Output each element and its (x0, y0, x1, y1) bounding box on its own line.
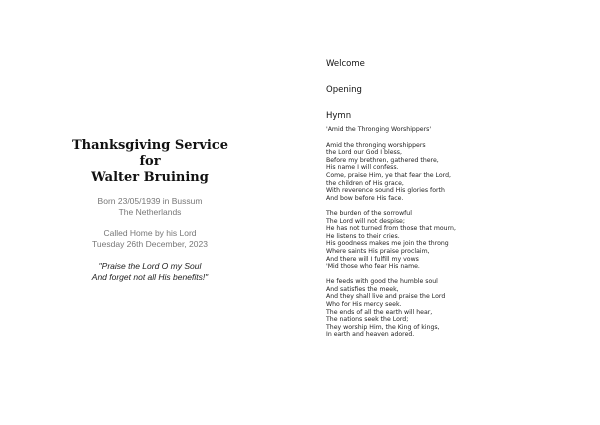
hymn-line: the Lord our God I bless, (326, 149, 402, 157)
hymn-line: The ends of all the earth will hear, (326, 308, 433, 316)
hymn-line: The burden of the sorrowful (326, 209, 412, 217)
birth-line: Born 23/05/1939 in Bussum (97, 196, 203, 206)
hymn-line: And satisfies the meek, (326, 285, 399, 293)
called-home-line: Tuesday 26th December, 2023 (92, 239, 208, 249)
hymn-line: The Lord will not despise; (326, 217, 405, 225)
hymn-line: With reverence sound His glories forth (326, 187, 445, 195)
hymn-line: And there will I fulfill my vows (326, 255, 419, 263)
hymn-line: In earth and heaven adored. (326, 331, 415, 339)
hymn-line: His goodness makes me join the throng (326, 240, 449, 248)
opening-heading: Opening (326, 85, 362, 95)
hymn-line: He feeds with good the humble soul (326, 278, 438, 286)
hymn-body (326, 126, 586, 347)
title-line: for (139, 154, 161, 169)
hymn-line: His name I will confess. (326, 164, 399, 172)
hymn-stanza (326, 142, 586, 203)
hymn-line: 'Mid those who fear His name. (326, 263, 420, 271)
hymn-line: And bow before His face. (326, 194, 404, 202)
hymn-line: Where saints His praise proclaim, (326, 247, 430, 255)
hymn-line: the children of His grace, (326, 179, 404, 187)
welcome-heading: Welcome (326, 59, 365, 69)
birth-line: The Netherlands (118, 207, 182, 217)
called-home-line: Called Home by his Lord (103, 228, 197, 238)
hymn-line: He listens to their cries. (326, 232, 400, 240)
hymn-subtitle: 'Amid the Thronging Worshippers' (326, 126, 432, 133)
hymn-stanzas (326, 142, 586, 339)
hymn-line: And they shall live and praise the Lord (326, 293, 446, 301)
called-home-details (40, 228, 260, 250)
quote-line: And forget not all His benefits!" (91, 272, 209, 282)
right-page (300, 0, 600, 425)
birth-details (40, 196, 260, 218)
cover-block (40, 138, 260, 283)
hymn-stanza (326, 278, 586, 339)
hymn-line: Before my brethren, gathered there, (326, 156, 439, 164)
title-line: Walter Bruining (91, 170, 209, 185)
hymn-stanza (326, 210, 586, 271)
hymn-line: They worship Him, the King of kings, (326, 323, 440, 331)
hymn-line: The nations seek the Lord; (326, 316, 409, 324)
service-title (40, 138, 260, 186)
hymn-line: Who for His mercy seek. (326, 301, 402, 309)
quote-line: "Praise the Lord O my Soul (98, 261, 202, 271)
hymn-line: Come, praise Him, ye that fear the Lord, (326, 171, 452, 179)
hymn-heading: Hymn (326, 111, 352, 121)
scripture-quote (40, 261, 260, 283)
hymn-line: Amid the thronging worshippers (326, 141, 426, 149)
title-line: Thanksgiving Service (71, 138, 229, 153)
hymn-line: He has not turned from those that mourn, (326, 225, 456, 233)
